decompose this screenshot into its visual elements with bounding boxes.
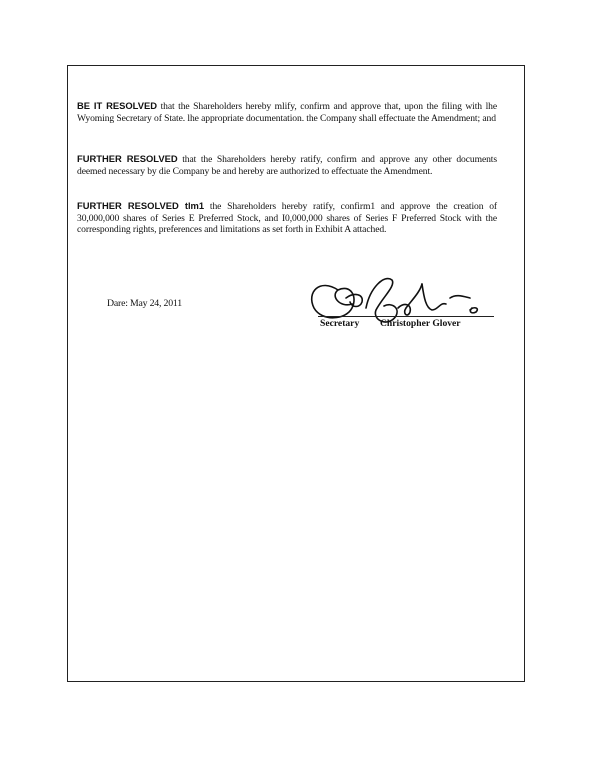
resolution-paragraph-3 xyxy=(77,200,497,236)
signer-title: Secretary xyxy=(320,318,360,329)
resolution-text-3: the Shareholders hereby ratify, confirm1 and approve the creation of 30,000,000 shares of Series E Preferred Stock, and I0,000,000 shares of Series F Preferred Stock with the corresponding rights, preferences and limitations as set forth in Exhibit A attached. xyxy=(77,201,497,236)
date-line: Dare: May 24, 2011 xyxy=(107,298,182,309)
signer-name: Christopher Glover xyxy=(380,318,461,329)
signature-line xyxy=(318,316,494,317)
resolution-paragraph-1 xyxy=(77,100,497,124)
resolution-lead-3: FURTHER RESOLVED tlm1 xyxy=(77,200,205,211)
resolution-text-1: that the Shareholders hereby mlify, confirm and approve that, upon the filing with lhe Wyoming Secretary of State. lhe appropriate documentation. the Company shall effectuate the Amendment; and xyxy=(77,101,497,124)
resolution-lead-2: FURTHER RESOLVED xyxy=(77,153,178,164)
resolution-text-2: that the Shareholders hereby ratify, confirm and approve any other documents deemed necessary by die Company be and hereby are authorized to effectuate the Amendment. xyxy=(77,154,497,177)
resolution-paragraph-2 xyxy=(77,153,497,177)
resolution-lead-1: BE IT RESOLVED xyxy=(77,100,157,111)
